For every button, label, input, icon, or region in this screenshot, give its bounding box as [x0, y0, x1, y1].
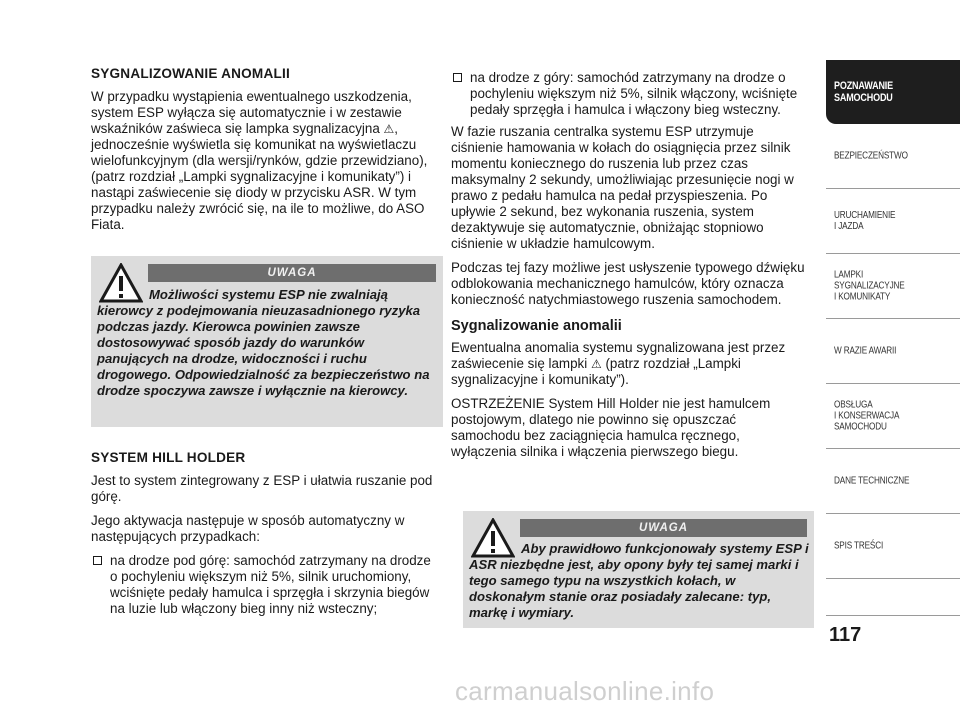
hill-holder-heading: SYSTEM HILL HOLDER	[91, 450, 246, 465]
hill-phase-paragraph: W fazie ruszania centralka systemu ESP utrzymuje ciśnienie hamowania w kołach do osiągnięcia przez silnik momentu koniecznego do ruszenia lub przez czas maksymalny 2 sekundy, umożliwiając przesunięcie nogi w prawo z pedału hamulca na pedał przyspieszenia. Po upływie 2 sekund, bez wykonania ruszenia, system dezaktywuje się automatycznie, obniżając stopniowo ciśnienie w układzie hamulcowym.	[451, 124, 794, 251]
checkbox-bullet-icon	[93, 556, 102, 565]
tab-spis-tresci[interactable]: SPIS TREŚCI	[826, 514, 960, 579]
esp-lamp-icon: ⚠	[383, 122, 395, 136]
tab-bezpieczenstwo[interactable]: BEZPIECZEŃSTWO	[826, 124, 960, 189]
tab-poznawanie-samochodu[interactable]: POZNAWANIE SAMOCHODU	[826, 60, 960, 124]
anomaly-paragraph: W przypadku wystąpienia ewentualnego uszkodzenia, system ESP wyłącza się automatycznie i w zestawie wskaźników zaświeca się lampka sygnalizacyjna ⚠, jednocześnie wyświetla się komunikat na wyświetlaczu wielofunkcyjnym (dla wersji/rynków, gdzie przewidziano), (patrz rozdział „Lampki sygnalizacyjne i komunikaty”) i nastąpi zaświecenie się diody w przycisku ASR. W tym przypadku należy zwrócić się, na ile to możliwe, do ASO Fiata.	[91, 89, 428, 232]
tab-w-razie-awarii[interactable]: W RAZIE AWARII	[826, 319, 960, 384]
watermark: carmanualsonline.info	[455, 676, 715, 706]
hill-sound-paragraph: Podczas tej fazy możliwe jest usłyszenie typowego dźwięku odblokowania mechanicznego hamulców, który oznacza konieczność natychmiastowego ruszenia samochodem.	[451, 260, 805, 307]
esp-lamp-icon: ⚠	[590, 357, 602, 371]
right-column	[451, 70, 806, 468]
hill-paragraph-2: Jego aktywacja następuje w sposób automatyczny w następujących przypadkach:	[91, 513, 405, 544]
list-item: na drodze z góry: samochód zatrzymany na drodze o pochyleniu większym niż 5%, silnik włączony, wciśnięte pedały sprzęgła i hamulca i włączony bieg wsteczny.	[451, 70, 806, 118]
warning-box-esp	[91, 256, 443, 427]
list-item: na drodze pod górę: samochód zatrzymany na drodze o pochyleniu większym niż 5%, silnik uruchomiony, wciśnięte pedały hamulca i sprzęgła i skrzynia biegów na luzie lub włączony bieg inny niż wsteczny;	[91, 553, 439, 617]
tab-dane-techniczne[interactable]: DANE TECHNICZNE	[826, 449, 960, 514]
warning-label: UWAGA	[520, 519, 807, 537]
divider	[826, 615, 960, 616]
chapter-sidebar	[826, 60, 960, 579]
warning-label: UWAGA	[148, 264, 436, 282]
warning-text: Możliwości systemu ESP nie zwalniają kierowcy z podejmowania nieuzasadnionego ryzyka podczas jazdy. Kierowca powinien zawsze dostosowywać sposób jazdy do warunków panujących na drodze, widoczności i ruchu drogowego. Odpowiedzialność za bezpieczeństwo na drodze spoczywa zawsze i wyłącznie na kierowcy.	[97, 287, 430, 398]
warning-paragraph: OSTRZEŻENIE System Hill Holder nie jest hamulcem postojowym, dlatego nie powinno się opuszczać samochodu bez zaciągnięcia hamulca ręcznego, wyłączenia silnika i włączenia pierwszego biegu.	[451, 396, 771, 459]
checkbox-bullet-icon	[453, 73, 462, 82]
anomaly-right-paragraph: Ewentualna anomalia systemu sygnalizowana jest przez zaświecenie się lampki ⚠ (patrz rozdział „Lampki sygnalizacyjne i komunikaty”).	[451, 340, 786, 387]
anomaly-subheading: Sygnalizowanie anomalii	[451, 318, 622, 334]
tab-uruchamienie-i-jazda[interactable]: URUCHAMIENIE I JAZDA	[826, 189, 960, 254]
left-column	[91, 66, 439, 241]
page-number: 117	[829, 624, 862, 646]
anomaly-heading: SYGNALIZOWANIE ANOMALII	[91, 66, 290, 81]
warning-text: Aby prawidłowo funkcjonowały systemy ESP i ASR niezbędne jest, aby opony były tej samej marki i tego samego typu na wszystkich kołach, w doskonałym stanie oraz posiadały zalecane: typ, markę i wymiary.	[469, 541, 809, 620]
tab-lampki-sygnalizacyjne[interactable]: LAMPKI SYGNALIZACYJNE I KOMUNIKATY	[826, 254, 960, 319]
left-column-lower	[91, 450, 439, 623]
warning-box-tyres	[463, 511, 814, 628]
tab-obsluga-i-konserwacja[interactable]: OBSŁUGA I KONSERWACJA SAMOCHODU	[826, 384, 960, 449]
hill-paragraph-1: Jest to system zintegrowany z ESP i ułatwia ruszanie pod górę.	[91, 473, 433, 504]
